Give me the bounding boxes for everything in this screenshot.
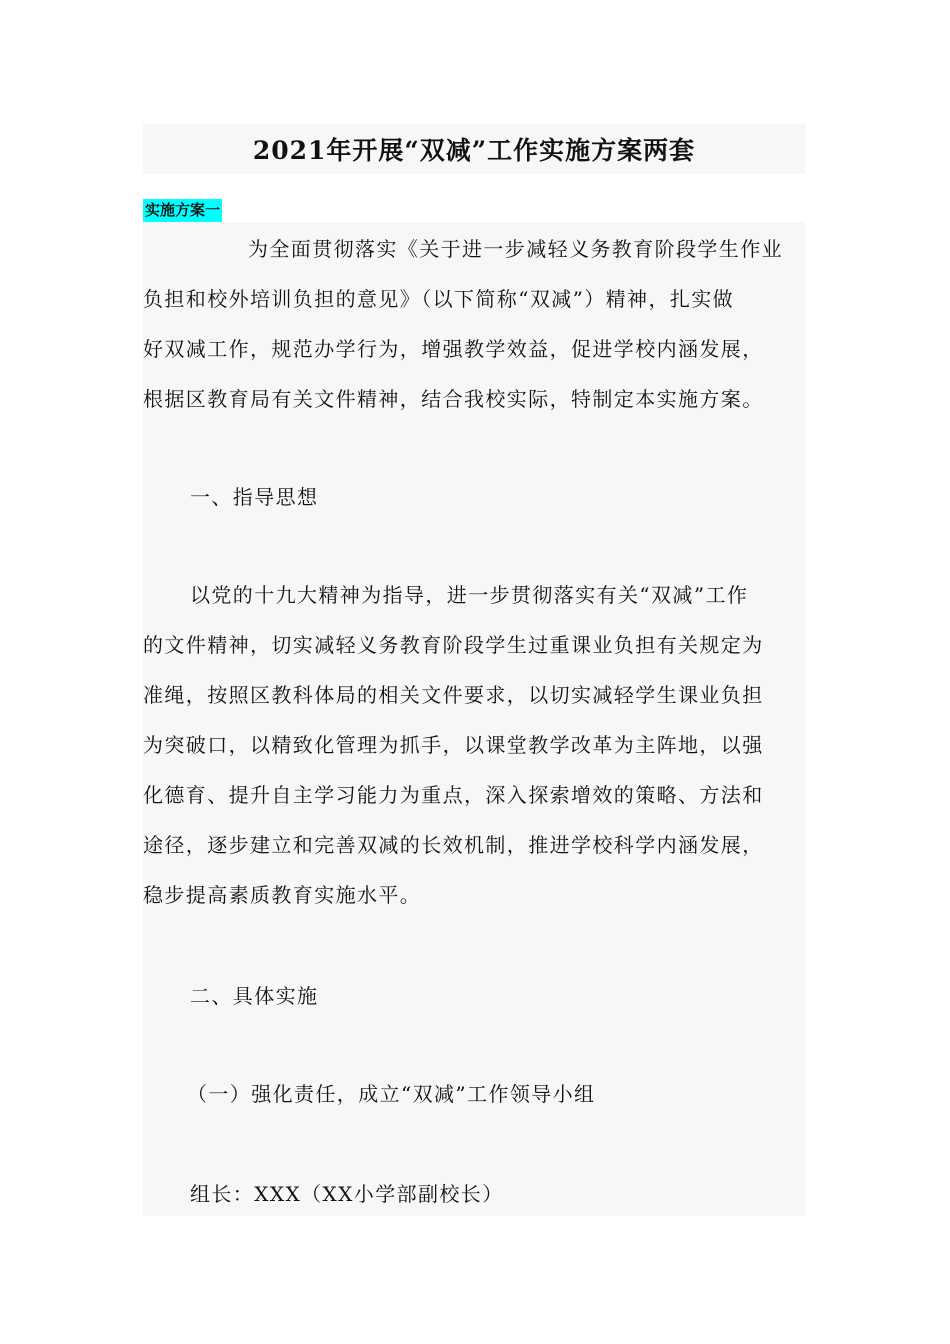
intro-line: 为全面贯彻落实《关于进一步减轻义务教育阶段学生作业 <box>248 237 783 261</box>
guiding-ideology-paragraph <box>143 570 805 920</box>
guiding-line: 途径，逐步建立和完善双减的长效机制，推进学校科学内涵发展， <box>143 833 764 857</box>
guiding-line: 以党的十九大精神为指导，进一步贯彻落实有关“双减”工作 <box>190 583 749 607</box>
section-heading-implementation: 二、具体实施 <box>190 984 319 1008</box>
intro-line: 好双减工作，规范办学行为，增强教学效益，促进学校内涵发展， <box>143 337 764 361</box>
plan-label: 实施方案一 <box>143 199 222 222</box>
guiding-line: 的文件精神，切实减轻义务教育阶段学生过重课业负担有关规定为 <box>143 633 764 657</box>
guiding-line: 为突破口，以精致化管理为抓手，以课堂教学改革为主阵地，以强 <box>143 733 764 757</box>
subsection-heading-leadership-group: （一）强化责任，成立“双减”工作领导小组 <box>187 1082 596 1106</box>
intro-paragraph <box>143 224 805 424</box>
section-heading-guiding-ideology: 一、指导思想 <box>190 485 319 509</box>
guiding-line: 化德育、提升自主学习能力为重点，深入探索增效的策略、方法和 <box>143 783 764 807</box>
intro-line: 根据区教育局有关文件精神，结合我校实际，特制定本实施方案。 <box>143 387 764 411</box>
guiding-line: 准绳，按照区教科体局的相关文件要求，以切实减轻学生课业负担 <box>143 683 764 707</box>
intro-line: 负担和校外培训负担的意见》（以下简称“双减”）精神，扎实做 <box>143 287 735 311</box>
document-title: 2021年开展“双减”工作实施方案两套 <box>252 136 696 165</box>
guiding-line: 稳步提高素质教育实施水平。 <box>143 883 422 907</box>
leader-line: 组长：XXX（XX小学部副校长） <box>190 1182 504 1206</box>
